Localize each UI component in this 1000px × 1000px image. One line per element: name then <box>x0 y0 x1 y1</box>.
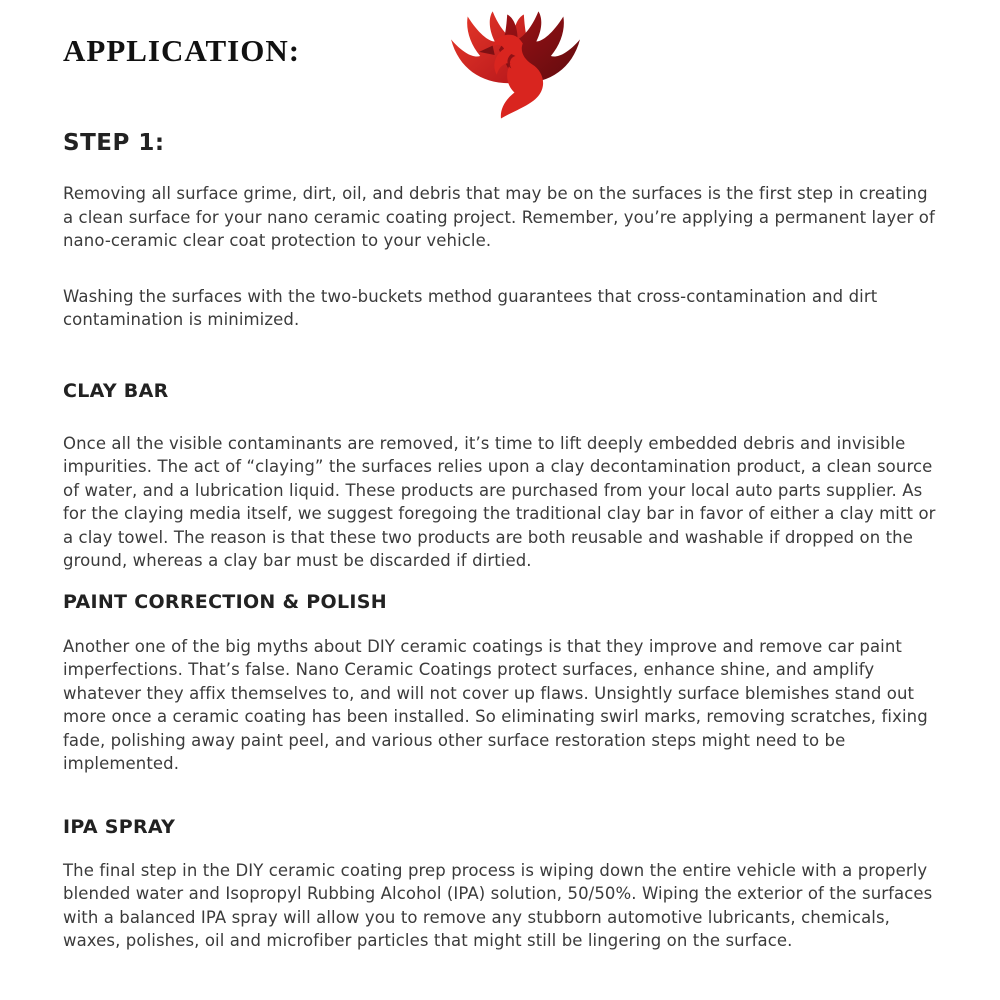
section-clay-bar <box>63 380 942 573</box>
page-title: APPLICATION: <box>63 33 301 68</box>
heading-clay-bar: CLAY BAR <box>63 379 169 402</box>
heading-paint-correction: PAINT CORRECTION & POLISH <box>63 590 387 613</box>
heading-ipa-spray: IPA SPRAY <box>63 815 176 838</box>
paragraph-step1-grime: Removing all surface grime, dirt, oil, and debris that may be on the surfaces is the first step in creating a clean surface for your nano ceramic coating project. Remember, you’re applying a permanent layer of nano-ceramic clear coat protection to your vehicle. <box>63 184 935 251</box>
paragraph-ipa-spray: The final step in the DIY ceramic coating prep process is wiping down the entire vehicle with a properly blended water and Isopropyl Rubbing Alcohol (IPA) solution, 50/50%. Wiping the exterior of the surfaces with a balanced IPA spray will allow you to remove any stubborn automotive lubricants, chemicals, waxes, polishes, oil and microfiber particles that might still be lingering on the surface. <box>63 860 933 951</box>
phoenix-logo <box>424 8 606 128</box>
section-paint-correction <box>63 591 942 776</box>
paragraph-clay-bar: Once all the visible contaminants are removed, it’s time to lift deeply embedded debris and invisible impurities. The act of “claying” the surfaces relies upon a clay decontamination product, a clean source of water, and a lubrication liquid. These products are purchased from your local auto parts supplier. As for the claying media itself, we suggest foregoing the traditional clay bar in favor of either a clay mitt or a clay towel. The reason is that these two products are both reusable and washable if dropped on the ground, whereas a clay bar must be discarded if dirtied. <box>63 433 936 571</box>
paragraph-paint-correction: Another one of the big myths about DIY ceramic coatings is that they improve and remove car paint imperfections. That’s false. Nano Ceramic Coatings protect surfaces, enhance shine, and amplify whatever they affix themselves to, and will not cover up flaws. Unsightly surface blemishes stand out more once a ceramic coating has been installed. So eliminating swirl marks, removing scratches, fixing fade, polishing away paint peel, and various other surface restoration steps might need to be implemented. <box>63 636 928 774</box>
section-step-1 <box>63 130 942 332</box>
paragraph-step1-washing: Washing the surfaces with the two-buckets method guarantees that cross-contamination and dirt contamination is minimized. <box>63 286 878 330</box>
heading-step-1: STEP 1: <box>63 130 165 157</box>
section-ipa-spray <box>63 816 942 953</box>
